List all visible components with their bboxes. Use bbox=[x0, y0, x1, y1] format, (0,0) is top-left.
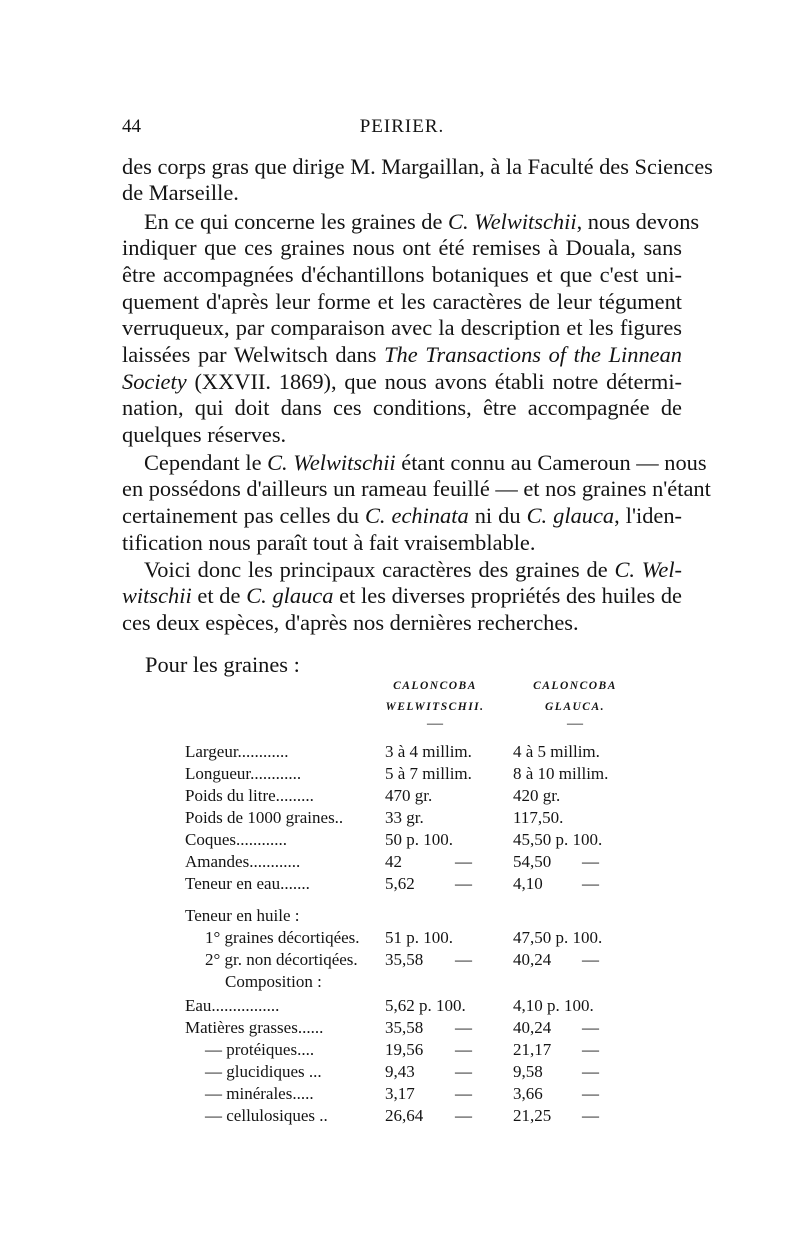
value-glauca: 47,50 p. 100. bbox=[513, 928, 603, 947]
value-glauca: 21,17 bbox=[513, 1040, 552, 1059]
text-line: certainement pas celles du C. echinata ni du C. glauca, l'iden- bbox=[122, 503, 682, 528]
row-label: Matières grasses...... bbox=[185, 1018, 324, 1037]
value-glauca: 420 gr. bbox=[513, 786, 561, 805]
value-glauca: 9,58 bbox=[513, 1062, 543, 1081]
table-row bbox=[0, 785, 800, 807]
text-line: de Marseille. bbox=[122, 180, 239, 205]
column-header-welwitschii-genus: CALONCOBA bbox=[393, 680, 477, 692]
table-row bbox=[0, 851, 800, 873]
table-row bbox=[0, 829, 800, 851]
row-label: Largeur............ bbox=[185, 742, 289, 761]
text-line: quelques réserves. bbox=[122, 422, 287, 447]
value-welwitschii: 5 à 7 millim. bbox=[385, 764, 472, 783]
value-welwitschii: 5,62 p. 100. bbox=[385, 996, 466, 1015]
table-row bbox=[0, 1039, 800, 1061]
value-glauca: 4,10 bbox=[513, 874, 543, 893]
row-label: Poids du litre......... bbox=[185, 786, 314, 805]
table-intro: Pour les graines : bbox=[145, 652, 300, 677]
column-header-dash: — bbox=[427, 715, 443, 732]
value-welwitschii: 3,17 bbox=[385, 1084, 415, 1103]
value-welwitschii: 5,62 bbox=[385, 874, 415, 893]
running-head: PEIRIER. bbox=[359, 116, 445, 137]
value-glauca: 54,50 bbox=[513, 852, 552, 871]
value-welwitschii: 26,64 bbox=[385, 1106, 424, 1125]
value-glauca: 21,25 bbox=[513, 1106, 552, 1125]
text-line: tification nous paraît tout à fait vraisemblable. bbox=[122, 530, 536, 555]
table-section-title bbox=[0, 905, 800, 927]
ditto-mark: — bbox=[455, 874, 472, 893]
table-row bbox=[0, 1017, 800, 1039]
row-label: Longueur............ bbox=[185, 764, 302, 783]
value-glauca: 4,10 p. 100. bbox=[513, 996, 594, 1015]
value-welwitschii: 19,56 bbox=[385, 1040, 424, 1059]
value-welwitschii: 9,43 bbox=[385, 1062, 415, 1081]
text-line: verruqueux, par comparaison avec la description et les figures bbox=[122, 315, 682, 340]
row-label: — protéiques.... bbox=[205, 1040, 315, 1059]
text-line: quement d'après leur forme et les caractères de leur tégument bbox=[122, 289, 682, 314]
value-glauca: 40,24 bbox=[513, 950, 552, 969]
ditto-mark: — bbox=[455, 1106, 472, 1125]
ditto-mark: — bbox=[455, 950, 472, 969]
table-row bbox=[0, 1083, 800, 1105]
ditto-mark: — bbox=[582, 950, 599, 969]
value-glauca: 8 à 10 millim. bbox=[513, 764, 609, 783]
value-glauca: 3,66 bbox=[513, 1084, 543, 1103]
value-glauca: 4 à 5 millim. bbox=[513, 742, 600, 761]
ditto-mark: — bbox=[582, 1018, 599, 1037]
row-label: 1° graines décortiqées. bbox=[205, 928, 360, 947]
section-title-composition: Composition : bbox=[225, 972, 322, 991]
table-row bbox=[0, 873, 800, 895]
ditto-mark: — bbox=[455, 1062, 472, 1081]
text-line: ces deux espèces, d'après nos dernières recherches. bbox=[122, 610, 579, 635]
table-row bbox=[0, 995, 800, 1017]
page-header bbox=[122, 116, 682, 146]
table-row bbox=[0, 949, 800, 971]
value-glauca: 117,50. bbox=[513, 808, 564, 827]
column-header-welwitschii-species: WELWITSCHII. bbox=[385, 701, 485, 713]
ditto-mark: — bbox=[582, 874, 599, 893]
value-glauca: 40,24 bbox=[513, 1018, 552, 1037]
column-header-glauca-genus: CALONCOBA bbox=[533, 680, 617, 692]
column-header-dash: — bbox=[567, 715, 583, 732]
row-label: Coques............ bbox=[185, 830, 287, 849]
column-header-glauca-species: GLAUCA. bbox=[544, 701, 606, 713]
text-line: laissées par Welwitsch dans The Transactions of the Linnean bbox=[122, 342, 682, 367]
value-welwitschii: 35,58 bbox=[385, 1018, 424, 1037]
value-welwitschii: 3 à 4 millim. bbox=[385, 742, 472, 761]
section-title-huile: Teneur en huile : bbox=[185, 906, 300, 925]
text-line: En ce qui concerne les graines de C. Welwitschii, nous devons bbox=[144, 209, 700, 234]
text-line: indiquer que ces graines nous ont été remises à Douala, sans bbox=[122, 235, 682, 260]
table-section-title bbox=[0, 971, 800, 993]
page-number: 44 bbox=[122, 116, 141, 137]
row-label: Poids de 1000 graines.. bbox=[185, 808, 344, 827]
table-row bbox=[0, 927, 800, 949]
row-label: — cellulosiques .. bbox=[205, 1106, 328, 1125]
table-row bbox=[0, 1105, 800, 1127]
text-line: Voici donc les principaux caractères des graines de C. Wel- bbox=[144, 557, 683, 582]
text-line: des corps gras que dirige M. Margaillan, à la Faculté des Sciences bbox=[122, 154, 713, 179]
value-welwitschii: 50 p. 100. bbox=[385, 830, 453, 849]
row-label: Eau................ bbox=[185, 996, 280, 1015]
ditto-mark: — bbox=[582, 1106, 599, 1125]
table-row bbox=[0, 741, 800, 763]
value-welwitschii: 42 bbox=[385, 852, 402, 871]
value-glauca: 45,50 p. 100. bbox=[513, 830, 603, 849]
value-welwitschii: 35,58 bbox=[385, 950, 424, 969]
row-label: — minérales..... bbox=[205, 1084, 314, 1103]
text-line: witschii et de C. glauca et les diverses propriétés des huiles de bbox=[122, 583, 682, 608]
row-label: Teneur en eau....... bbox=[185, 874, 310, 893]
row-label: — glucidiques ... bbox=[205, 1062, 322, 1081]
text-line: en possédons d'ailleurs un rameau feuillé — et nos graines n'étant bbox=[122, 476, 711, 501]
value-welwitschii: 470 gr. bbox=[385, 786, 433, 805]
ditto-mark: — bbox=[582, 1084, 599, 1103]
row-label: Amandes............ bbox=[185, 852, 301, 871]
value-welwitschii: 51 p. 100. bbox=[385, 928, 453, 947]
text-line: être accompagnées d'échantillons botaniques et que c'est uni- bbox=[122, 262, 682, 287]
text-line: nation, qui doit dans ces conditions, être accompagnée de bbox=[122, 395, 682, 420]
value-welwitschii: 33 gr. bbox=[385, 808, 424, 827]
row-label: 2° gr. non décortiqées. bbox=[205, 950, 358, 969]
table-row bbox=[0, 1061, 800, 1083]
ditto-mark: — bbox=[455, 852, 472, 871]
ditto-mark: — bbox=[582, 852, 599, 871]
ditto-mark: — bbox=[455, 1084, 472, 1103]
ditto-mark: — bbox=[582, 1040, 599, 1059]
ditto-mark: — bbox=[582, 1062, 599, 1081]
table-row bbox=[0, 807, 800, 829]
text-line: Society (XXVII. 1869), que nous avons établi notre détermi- bbox=[122, 369, 682, 394]
table-row bbox=[0, 763, 800, 785]
text-line: Cependant le C. Welwitschii étant connu au Cameroun — nous bbox=[144, 450, 707, 475]
ditto-mark: — bbox=[455, 1018, 472, 1037]
ditto-mark: — bbox=[455, 1040, 472, 1059]
